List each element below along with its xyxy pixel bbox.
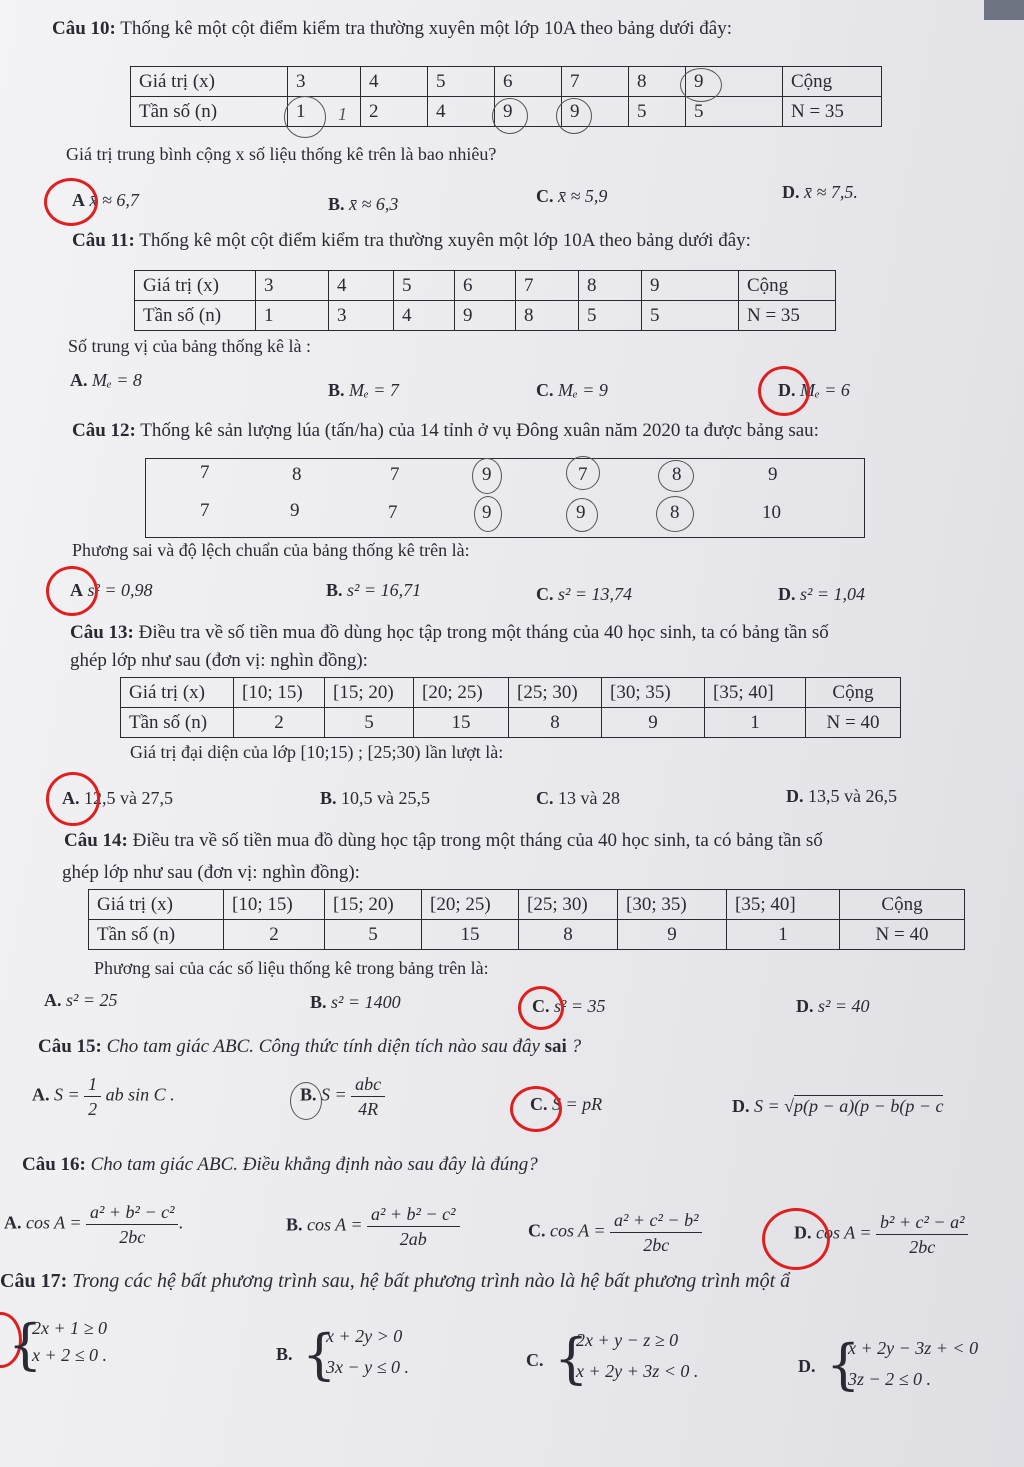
data-value: 7 (388, 502, 398, 523)
pen-circle (492, 98, 528, 134)
fraction: $\frac{\text{a² + b² − c²}}{2bc}$ (86, 1200, 178, 1249)
table-cell: N = 35 (783, 97, 882, 127)
sqrt-sign: √ (784, 1096, 795, 1116)
table-cell: 9 (618, 920, 727, 950)
q11-heading (72, 230, 751, 252)
pen-circle (566, 456, 600, 490)
table-cell: [15; 20) (325, 678, 414, 708)
fraction: $\frac{\text{abc}}{4R}$ (351, 1072, 385, 1121)
table-cell: 7 (516, 271, 579, 301)
fraction: $\frac{\text{b² + c² − a²}}{2bc}$ (876, 1210, 968, 1259)
table-cell: Giá trị (x) (135, 271, 256, 301)
table-cell: [30; 35) (618, 890, 727, 920)
brace: { (302, 1323, 337, 1386)
table-cell: 8 (579, 271, 642, 301)
q10-option-a[interactable]: A x̄ ≈ 6,7 (72, 190, 139, 210)
q10-text: Thống kê một cột điểm kiểm tra thường xuyên một lớp 10A theo bảng dưới đây: (120, 18, 732, 39)
q12-heading (72, 420, 819, 442)
table-cell: [20; 25) (414, 678, 509, 708)
pen-circle (556, 98, 592, 134)
table-row (89, 890, 965, 920)
q13-option-c[interactable]: C. 13 và 28 (536, 788, 620, 808)
pen-circle (284, 96, 326, 138)
table-cell: Cộng (840, 890, 965, 920)
pen-circle (290, 1082, 322, 1120)
table-cell: 4 (394, 301, 455, 331)
table-cell: [30; 35) (602, 678, 705, 708)
table-cell: 9 (495, 97, 562, 127)
q12-title: Câu 12: (72, 420, 136, 441)
q13-option-a[interactable]: A. 12,5 và 27,5 (62, 788, 173, 808)
q16-option-d[interactable]: D. cos A = $\frac{\text{b² + c² − a²}}{2bc}$ (794, 1210, 968, 1259)
q10-pen-note: 1 (338, 104, 347, 124)
background-corner (984, 0, 1024, 20)
q17-option-a[interactable]: 2x + 1 ≥ 0 x + 2 ≤ 0 . (32, 1318, 108, 1365)
q14-heading (64, 830, 823, 852)
brace: { (554, 1327, 589, 1390)
fraction: $\frac{\text{a² + b² − c²}}{2ab}$ (367, 1202, 459, 1251)
table-cell: 9 (686, 67, 783, 97)
q16-heading (22, 1154, 538, 1176)
q13-option-b[interactable]: B. 10,5 và 25,5 (320, 788, 431, 808)
answer-circle (510, 1086, 562, 1132)
q11-question: Số trung vị của bảng thống kê là : (68, 336, 311, 356)
table-cell: 5 (428, 67, 495, 97)
table-cell: [35; 40] (705, 678, 806, 708)
table-cell: 5 (579, 301, 642, 331)
table-cell: 4 (428, 97, 495, 127)
q14-table (88, 889, 965, 950)
table-cell: 5 (629, 97, 686, 127)
answer-circle (758, 366, 810, 416)
table-row (131, 67, 882, 97)
answer-circle (46, 772, 100, 826)
q10-option-d[interactable]: D. x̄ ≈ 7,5. (782, 182, 858, 202)
table-cell: Tần số (n) (131, 97, 288, 127)
data-value: 9 (482, 464, 492, 485)
table-cell: Tần số (n) (89, 920, 224, 950)
table-row (89, 920, 965, 950)
table-cell: 7 (562, 67, 629, 97)
q12-text: Thống kê sản lượng lúa (tấn/ha) của 14 tỉnh ở vụ Đông xuân năm 2020 ta được bảng sau: (140, 420, 819, 441)
q14-option-b[interactable]: B. s² = 1400 (310, 992, 401, 1012)
q10-heading (52, 18, 732, 40)
data-value: 8 (670, 502, 680, 523)
q14-option-d[interactable]: D. s² = 40 (796, 996, 870, 1016)
q16-option-a[interactable]: A. cos A = $\frac{\text{a² + b² − c²}}{2bc}$ . (4, 1202, 183, 1247)
table-cell: [15; 20) (325, 890, 422, 920)
table-row (135, 271, 836, 301)
q16-option-b[interactable]: B. cos A = $\frac{\text{a² + b² − c²}}{2ab}$ (286, 1202, 460, 1251)
q15-title: Câu 15: (38, 1036, 102, 1057)
q11-option-b[interactable]: B. Mₑ = 7 (328, 380, 399, 400)
data-value: 9 (290, 500, 300, 521)
pen-circle (474, 496, 502, 532)
table-cell: N = 40 (806, 708, 901, 738)
q15-heading (38, 1036, 581, 1058)
table-cell: 9 (642, 271, 739, 301)
table-cell: 5 (686, 97, 783, 127)
q17-option-b-label: B. (276, 1344, 293, 1364)
table-cell: 8 (509, 708, 602, 738)
table-cell: Tần số (n) (135, 301, 256, 331)
table-cell: 15 (414, 708, 509, 738)
brace: { (8, 1313, 43, 1376)
q10-option-b[interactable]: B. x̄ ≈ 6,3 (328, 194, 399, 214)
table-cell: 5 (394, 271, 455, 301)
table-row (121, 708, 901, 738)
table-cell: 3 (256, 271, 329, 301)
q14-option-a[interactable]: A. s² = 25 (44, 990, 118, 1010)
answer-circle (762, 1208, 830, 1270)
table-cell: 8 (516, 301, 579, 331)
table-cell: [35; 40] (727, 890, 840, 920)
table-cell: 5 (642, 301, 739, 331)
answer-circle (46, 566, 98, 616)
q13-option-d[interactable]: D. 13,5 và 26,5 (786, 786, 897, 806)
table-cell: 6 (495, 67, 562, 97)
table-cell: [25; 30) (509, 678, 602, 708)
q15-option-d[interactable]: D. S = √p(p − a)(p − b(p − c (732, 1096, 944, 1116)
data-value: 9 (482, 502, 492, 523)
brace: { (826, 1333, 861, 1396)
q12-question: Phương sai và độ lệch chuẩn của bảng thống kê trên là: (72, 540, 470, 560)
q17-heading (0, 1270, 790, 1293)
q13-text2: ghép lớp như sau (đơn vị: nghìn đồng): (70, 650, 368, 671)
pen-circle (472, 458, 502, 494)
table-cell: [10; 15) (234, 678, 325, 708)
answer-circle (518, 986, 564, 1030)
data-value: 7 (200, 500, 210, 521)
data-value: 8 (292, 464, 302, 485)
table-cell: [20; 25) (422, 890, 519, 920)
q13-text1: Điều tra về số tiền mua đồ dùng học tập trong một tháng của 40 học sinh, ta có bảng tần số (138, 622, 829, 643)
table-cell: 5 (325, 708, 414, 738)
pen-circle (680, 68, 722, 102)
q14-option-c[interactable]: C. s² = 35 (532, 996, 606, 1016)
q17-option-c-label: C. (526, 1350, 544, 1370)
q13-table (120, 677, 901, 738)
q14-text2: ghép lớp như sau (đơn vị: nghìn đồng): (62, 862, 360, 883)
data-value: 8 (672, 464, 682, 485)
answer-circle (44, 178, 98, 226)
table-cell: 8 (519, 920, 618, 950)
q17-title: Câu 17: (0, 1270, 68, 1292)
q15-tail: ? (571, 1036, 582, 1057)
q12-data-box (145, 458, 865, 538)
data-value: 7 (578, 464, 588, 485)
fraction: $\frac{1}{2}$ (84, 1072, 101, 1121)
data-value: 9 (768, 464, 778, 485)
q17-option-b[interactable]: x + 2y > 0 3x − y ≤ 0 . (326, 1326, 410, 1377)
table-cell: 4 (361, 67, 428, 97)
q11-text: Thống kê một cột điểm kiểm tra thường xuyên một lớp 10A theo bảng dưới đây: (139, 230, 751, 251)
table-cell: 4 (329, 271, 394, 301)
fraction: $\frac{\text{a² + c² − b²}}{2bc}$ (610, 1208, 702, 1257)
table-cell: 1 (727, 920, 840, 950)
q14-text1: Điều tra về số tiền mua đồ dùng học tập trong một tháng của 40 học sinh, ta có bảng tần số (132, 830, 823, 851)
q15-emphasis: sai (544, 1036, 567, 1057)
q14-title: Câu 14: (64, 830, 128, 851)
table-cell: Giá trị (x) (121, 678, 234, 708)
q17-option-d-label: D. (798, 1356, 816, 1376)
table-cell: 6 (455, 271, 516, 301)
table-cell: 8 (629, 67, 686, 97)
q17-option-d[interactable]: x + 2y − 3z + < 0 3z − 2 ≤ 0 . (848, 1338, 979, 1389)
table-cell: Cộng (783, 67, 882, 97)
q12-option-a[interactable]: A s² = 0,98 (70, 580, 153, 600)
q11-title: Câu 11: (72, 230, 135, 251)
q14-question: Phương sai của các số liệu thống kê trong bảng trên là: (94, 958, 489, 978)
q11-option-c[interactable]: C. Mₑ = 9 (536, 380, 608, 400)
table-cell: Giá trị (x) (131, 67, 288, 97)
table-cell: Tần số (n) (121, 708, 234, 738)
data-value: 10 (762, 502, 781, 523)
table-cell: Giá trị (x) (89, 890, 224, 920)
data-value: 7 (390, 464, 400, 485)
q11-option-a[interactable]: A. Mₑ = 8 (70, 370, 142, 390)
q11-table (134, 270, 836, 331)
table-cell: 1 (288, 97, 361, 127)
table-cell: 2 (234, 708, 325, 738)
pen-circle (658, 460, 694, 492)
q15-option-a[interactable]: A. S = $\frac{1}{2}$ ab sin C . (32, 1074, 175, 1119)
q15-text: Cho tam giác ABC. Công thức tính diện tích nào sau đây (106, 1036, 540, 1057)
table-cell: 3 (329, 301, 394, 331)
q10-question: Giá trị trung bình cộng x số liệu thống kê trên là bao nhiêu? (66, 144, 497, 164)
q17-option-c[interactable]: 2x + y − z ≥ 0 x + 2y + 3z < 0 . (576, 1330, 699, 1381)
pen-circle (566, 498, 598, 532)
table-cell: 2 (224, 920, 325, 950)
pen-circle (656, 496, 694, 532)
table-cell: N = 40 (840, 920, 965, 950)
data-value: 7 (200, 462, 210, 483)
q16-text: Cho tam giác ABC. Điều khẳng định nào sau đây là đúng? (90, 1154, 538, 1175)
q17-text: Trong các hệ bất phương trình sau, hệ bất phương trình nào là hệ bất phương trình một ẩ (72, 1270, 791, 1292)
table-cell: 9 (602, 708, 705, 738)
q12-option-b[interactable]: B. s² = 16,71 (326, 580, 422, 600)
table-cell: 2 (361, 97, 428, 127)
table-cell: N = 35 (739, 301, 836, 331)
q13-question: Giá trị đại diện của lớp [10;15) ; [25;30) lần lượt là: (130, 742, 504, 762)
q15-option-c[interactable]: C. S = pR (530, 1094, 603, 1114)
table-row (135, 301, 836, 331)
table-cell: 3 (288, 67, 361, 97)
table-cell: [10; 15) (224, 890, 325, 920)
table-cell: [25; 30) (519, 890, 618, 920)
table-cell: Cộng (806, 678, 901, 708)
q11-option-d[interactable]: D. Mₑ = 6 (778, 380, 850, 400)
q16-option-c[interactable]: C. cos A = $\frac{\text{a² + c² − b²}}{2bc}$ (528, 1208, 702, 1257)
q15-option-b[interactable]: B. S = $\frac{\text{abc}}{4R}$ (300, 1072, 385, 1121)
q10-title: Câu 10: (52, 18, 116, 39)
data-value: 9 (576, 502, 586, 523)
table-cell: 15 (422, 920, 519, 950)
q12-option-c[interactable]: C. s² = 13,74 (536, 584, 633, 604)
q16-title: Câu 16: (22, 1154, 86, 1175)
q13-title: Câu 13: (70, 622, 134, 643)
table-cell: Cộng (739, 271, 836, 301)
q10-option-c[interactable]: C. x̄ ≈ 5,9 (536, 186, 608, 206)
table-row (121, 678, 901, 708)
table-cell: 9 (562, 97, 629, 127)
q12-option-d[interactable]: D. s² = 1,04 (778, 584, 866, 604)
table-cell: 9 (455, 301, 516, 331)
table-cell: 1 (256, 301, 329, 331)
table-cell: 1 (705, 708, 806, 738)
q13-heading (70, 622, 829, 644)
table-cell: 5 (325, 920, 422, 950)
